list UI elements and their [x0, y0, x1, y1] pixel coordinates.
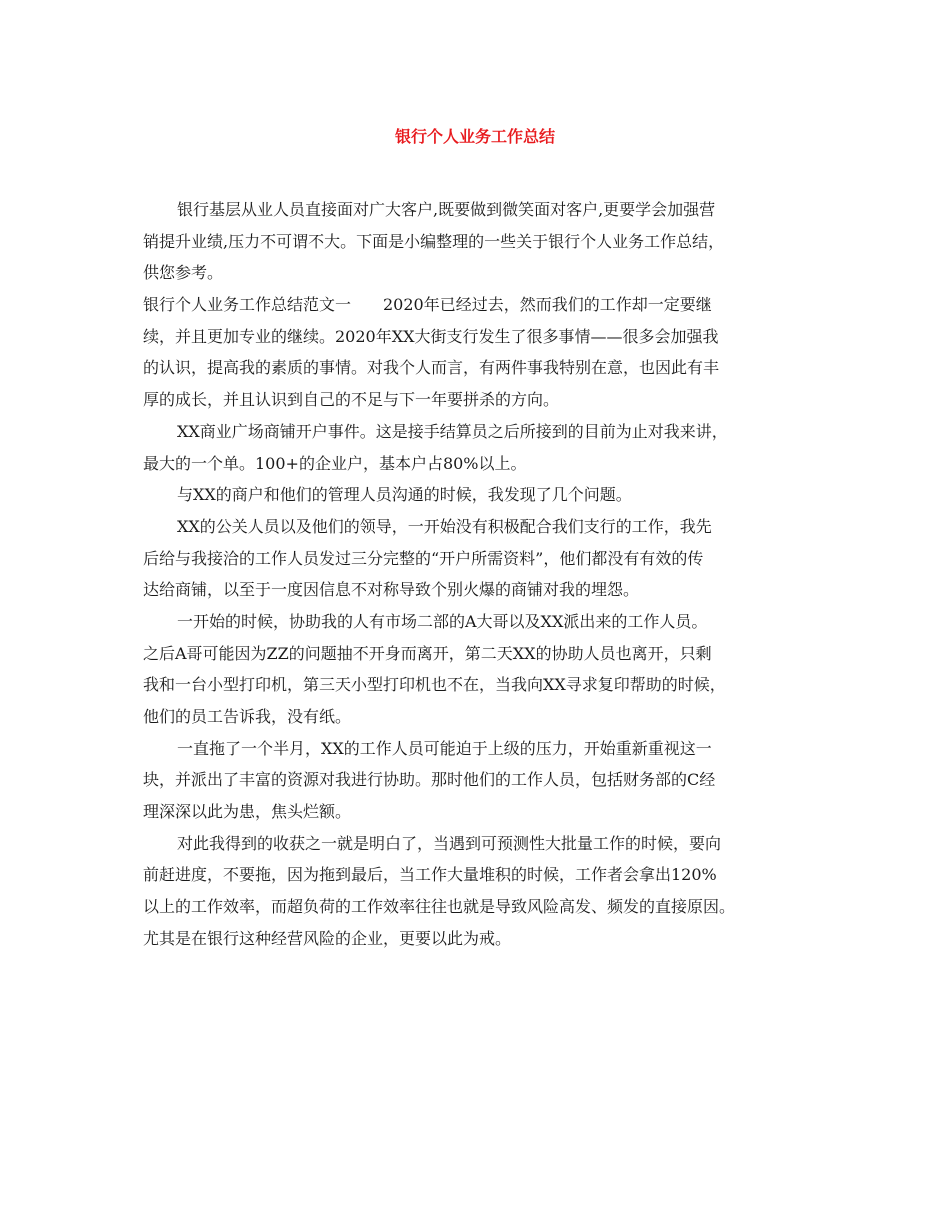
- text-line: 续，并且更加专业的继续。2020年XX大街支行发生了很多事情——很多会加强我: [143, 326, 719, 346]
- text-line: 他们的员工告诉我，没有纸。: [143, 707, 352, 726]
- text-line: XX的公关人员以及他们的领导，一开始没有积极配合我们支行的工作，我先: [177, 516, 712, 536]
- text-line: 一开始的时候，协助我的人有市场二部的A大哥以及XX派出来的工作人员。: [177, 611, 708, 631]
- text-line: 理深深以此为患，焦头烂额。: [143, 802, 352, 822]
- text-line: 银行个人业务工作总结范文一 2020年已经过去，然而我们的工作却一定要继: [143, 295, 712, 315]
- document-title: 银行个人业务工作总结: [394, 127, 555, 146]
- document-body: [143, 194, 843, 955]
- text-line: 的认识，提高我的素质的事情。对我个人而言，有两件事我特别在意，也因此有丰: [143, 358, 720, 378]
- text-line: XX商业广场商铺开户事件。这是接手结算员之后所接到的目前为止对我来讲，: [177, 421, 728, 441]
- text-line: 之后A哥可能因为ZZ的问题抽不开身而离开，第二天XX的协助人员也离开，只剩: [143, 643, 712, 663]
- text-line: 我和一台小型打印机，第三天小型打印机也不在，当我向XX寻求复印帮助的时候，: [143, 675, 726, 695]
- text-line: 一直拖了一个半月，XX的工作人员可能迫于上级的压力，开始重新重视这一: [177, 738, 712, 758]
- text-line: 块，并派出了丰富的资源对我进行协助。那时他们的工作人员，包括财务部的C经: [143, 770, 716, 790]
- text-line: 供您参考。: [143, 263, 224, 283]
- text-line: 对此我得到的收获之一就是明白了，当遇到可预测性大批量工作的时候，要向: [177, 833, 722, 853]
- text-line: 后给与我接洽的工作人员发过三分完整的“开户所需资料”，他们都没有有效的传: [143, 548, 704, 568]
- text-line: 银行基层从业人员直接面对广大客户,既要做到微笑面对客户,更要学会加强营: [177, 200, 716, 219]
- text-line: 以上的工作效率，而超负荷的工作效率往往也就是导致风险高发、频发的直接原因。: [143, 897, 736, 917]
- text-line: 达给商铺，以至于一度因信息不对称导致个别火爆的商铺对我的埋怨。: [143, 580, 640, 600]
- text-line: 尤其是在银行这种经营风险的企业，更要以此为戒。: [143, 928, 512, 948]
- text-line: 最大的一个单。100+的企业户，基本户占80%以上。: [143, 453, 527, 473]
- text-line: 销提升业绩,压力不可谓不大。下面是小编整理的一些关于银行个人业务工作总结，: [143, 231, 725, 251]
- text-line: 前赶进度，不要拖，因为拖到最后，当工作大量堆积的时候，工作者会拿出120%: [143, 865, 717, 885]
- text-line: 与XX的商户和他们的管理人员沟通的时候，我发现了几个问题。: [177, 485, 632, 505]
- text-line: 厚的成长，并且认识到自己的不足与下一年要拼杀的方向。: [143, 390, 560, 410]
